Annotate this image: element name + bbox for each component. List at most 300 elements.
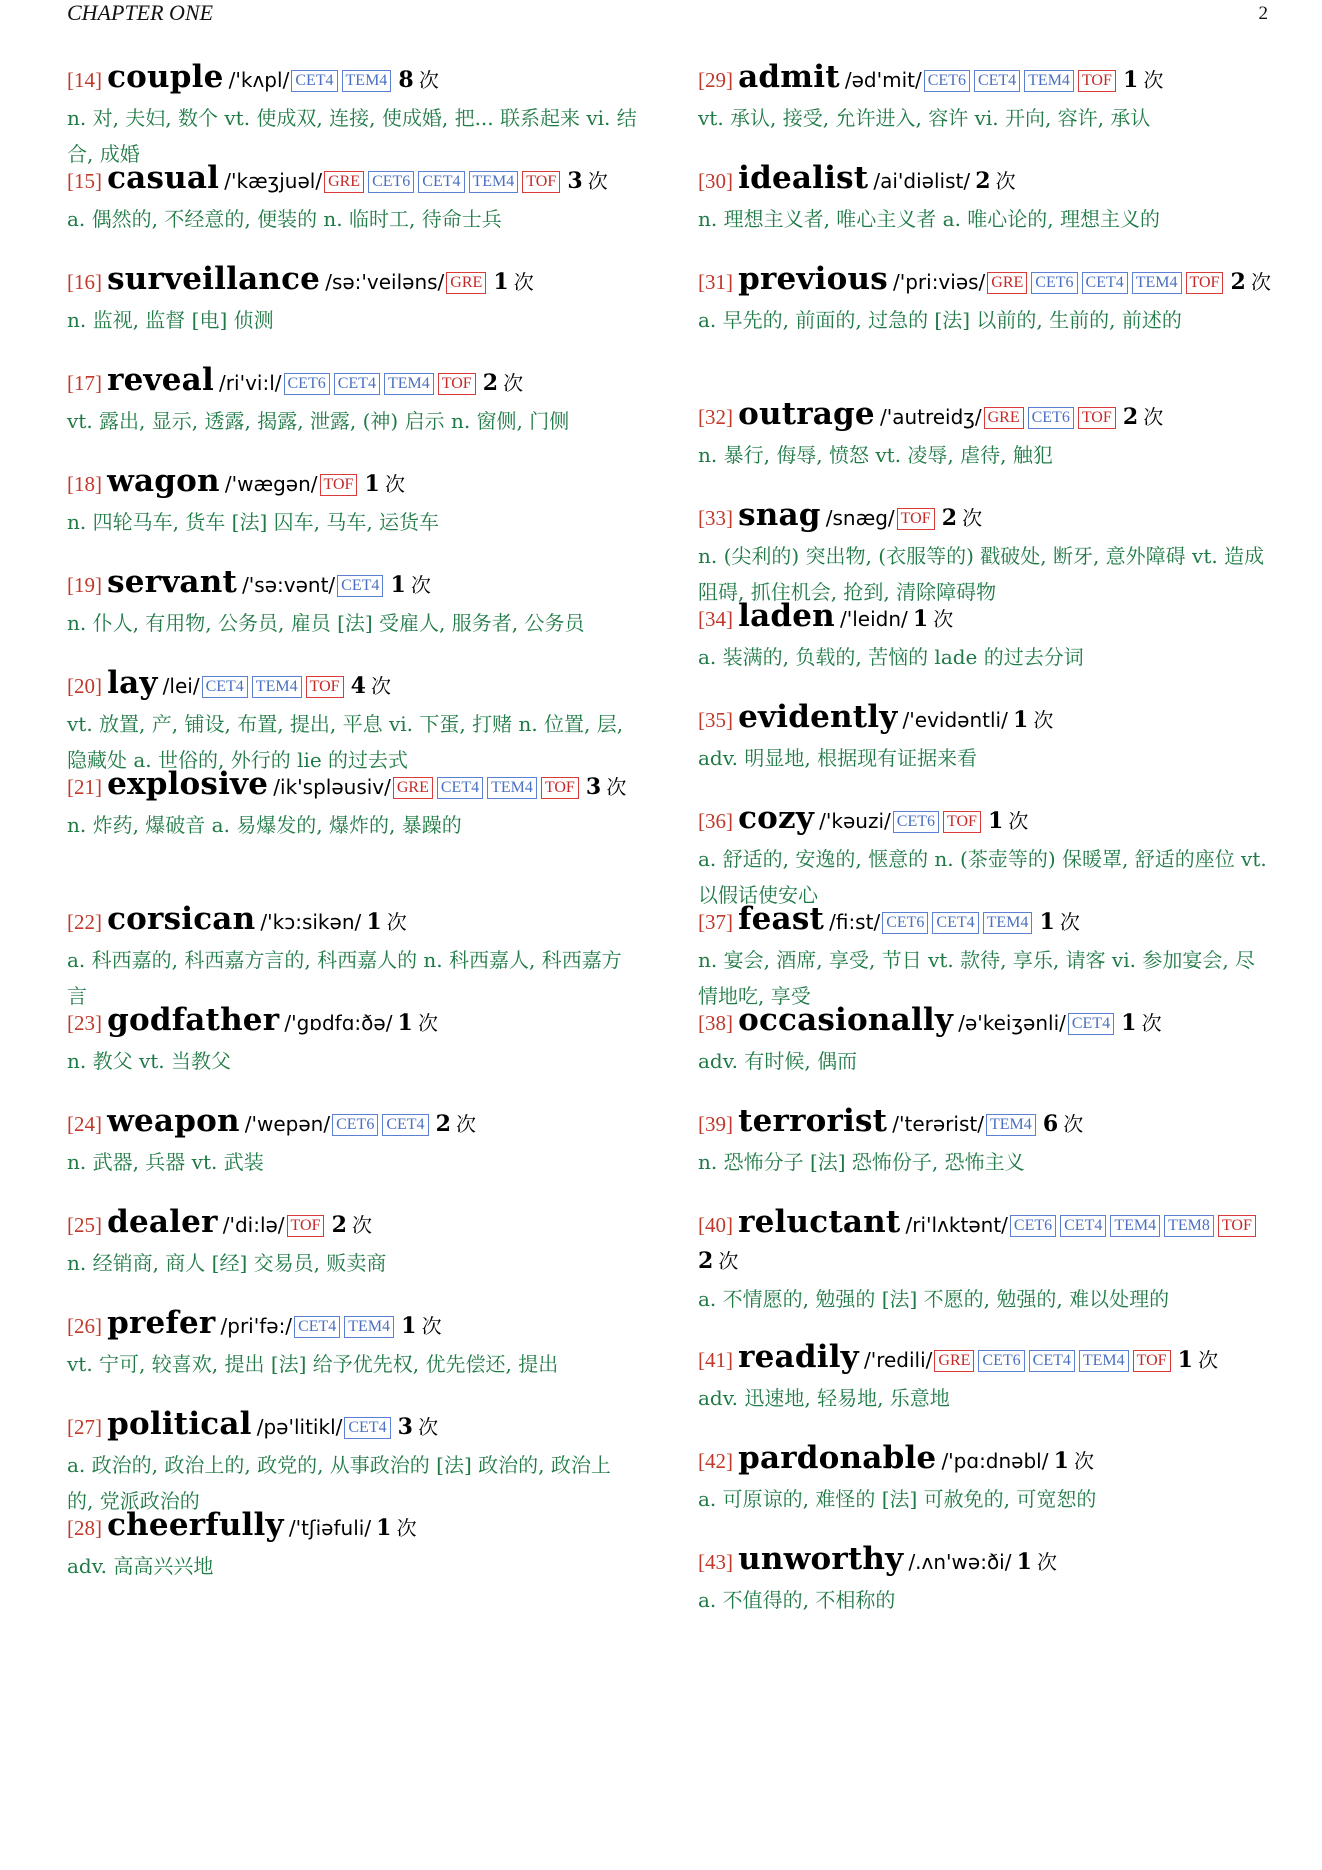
definition: n. 宴会, 酒席, 享受, 节日 vt. 款待, 享乐, 请客 vi. 参加宴会, 尽情地吃, 享受 <box>698 948 1256 1008</box>
exam-tag-badge: TOF <box>1186 272 1224 294</box>
frequency-unit: 次 <box>1250 270 1271 294</box>
exam-tag-badge: CET6 <box>882 912 928 934</box>
frequency-count: 1 <box>364 471 380 497</box>
entry-number: [15] <box>67 169 102 193</box>
entry-number: [41] <box>698 1348 733 1372</box>
entry-number: [37] <box>698 910 733 934</box>
entry-headline <box>698 262 1272 301</box>
frequency-unit: 次 <box>587 169 608 193</box>
entry-number: [18] <box>67 472 102 496</box>
exam-tag-badge: CET4 <box>202 676 248 698</box>
headword: reluctant <box>738 1204 901 1240</box>
word-entry <box>698 397 1272 498</box>
entry-headline <box>67 565 637 604</box>
exam-tag-badge: GRE <box>984 407 1024 429</box>
frequency-count: 3 <box>397 1414 413 1440</box>
word-entry <box>698 161 1272 262</box>
frequency-count: 2 <box>1230 269 1246 295</box>
entry-headline <box>698 1340 1272 1379</box>
word-entry <box>67 161 637 262</box>
phonetic: /'wepən/ <box>244 1112 331 1136</box>
entry-headline <box>67 1407 637 1446</box>
entry-number: [27] <box>67 1415 102 1439</box>
exam-tag-badge: CET4 <box>344 1417 390 1439</box>
phonetic: /'sə:vənt/ <box>242 573 336 597</box>
frequency-count: 8 <box>398 67 414 93</box>
exam-tag-badge: GRE <box>934 1350 974 1372</box>
exam-tag-badge: TOF <box>1078 70 1116 92</box>
entry-number: [21] <box>67 775 102 799</box>
frequency-count: 1 <box>1121 1010 1137 1036</box>
exam-tag-badge: TOF <box>438 373 476 395</box>
word-entry <box>67 1205 637 1306</box>
phonetic: /'kʌpl/ <box>228 68 290 92</box>
exam-tag-badge: CET4 <box>294 1316 340 1338</box>
entry-number: [38] <box>698 1011 733 1035</box>
frequency-count: 3 <box>585 774 602 800</box>
definition: n. 炸药, 爆破音 a. 易爆发的, 爆炸的, 暴躁的 <box>67 813 462 837</box>
entry-number: [39] <box>698 1112 733 1136</box>
entry-number: [29] <box>698 68 733 92</box>
phonetic: /'gɒdfɑ:ðə/ <box>284 1011 393 1035</box>
entry-headline <box>698 1003 1272 1042</box>
frequency-count: 1 <box>912 606 929 632</box>
exam-tag-badge: TOF <box>287 1215 325 1237</box>
word-entry <box>698 497 1272 604</box>
exam-tag-badge: TOF <box>1133 1350 1171 1372</box>
exam-tag-badge: TEM4 <box>1110 1215 1160 1237</box>
definition: a. 舒适的, 安逸的, 惬意的 n. (茶壶等的) 保暖罩, 舒适的座位 vt. 以假话使安心 <box>698 847 1267 907</box>
exam-tag-badge: CET4 <box>291 70 337 92</box>
exam-tag-badge: GRE <box>987 272 1027 294</box>
definition: a. 装满的, 负载的, 苦恼的 lade 的过去分词 <box>698 645 1084 669</box>
exam-tag-badge: CET4 <box>932 912 978 934</box>
frequency-unit: 次 <box>417 1011 438 1035</box>
phonetic: /pə'litikl/ <box>256 1415 343 1439</box>
phonetic: /.ʌn'wə:ði/ <box>908 1550 1012 1574</box>
entry-headline <box>698 801 1272 840</box>
frequency-count: 1 <box>1039 909 1055 935</box>
headword: reveal <box>107 362 214 398</box>
headword: political <box>107 1406 252 1442</box>
word-entry <box>67 565 637 666</box>
phonetic: /əd'mit/ <box>844 68 922 92</box>
frequency-unit: 次 <box>995 169 1016 193</box>
exam-tag-badge: TEM4 <box>1132 272 1182 294</box>
entry-number: [33] <box>698 506 733 530</box>
exam-tag-badge: TEM4 <box>1024 70 1074 92</box>
entry-number: [35] <box>698 708 733 732</box>
definition: n. 监视, 监督 [电] 侦测 <box>67 308 274 332</box>
headword: surveillance <box>107 261 321 297</box>
phonetic: /'wægən/ <box>224 472 318 496</box>
frequency-unit: 次 <box>1141 1011 1162 1035</box>
frequency-count: 2 <box>975 168 991 194</box>
headword: previous <box>738 261 888 297</box>
entry-headline <box>698 1542 1272 1581</box>
entry-headline <box>67 464 637 503</box>
definition: n. (尖利的) 突出物, (衣服等的) 戳破处, 断牙, 意外障碍 vt. 造成阻碍, 抓住机会, 抢到, 清除障碍物 <box>698 544 1265 604</box>
headword: terrorist <box>738 1103 888 1139</box>
frequency-count: 2 <box>941 505 957 531</box>
frequency-unit: 次 <box>1036 1550 1057 1574</box>
definition: a. 科西嘉的, 科西嘉方言的, 科西嘉人的 n. 科西嘉人, 科西嘉方言 <box>67 948 622 1008</box>
entry-headline <box>67 1508 637 1547</box>
definition: a. 偶然的, 不经意的, 便装的 n. 临时工, 待命士兵 <box>67 207 502 231</box>
exam-tag-badge: CET4 <box>418 171 464 193</box>
headword: prefer <box>107 1305 216 1341</box>
entry-number: [40] <box>698 1213 733 1237</box>
frequency-count: 1 <box>390 572 406 598</box>
exam-tag-badge: TEM4 <box>252 676 302 698</box>
word-entry <box>67 464 637 565</box>
headword: snag <box>738 497 821 533</box>
frequency-count: 1 <box>493 269 509 295</box>
exam-tag-badge: TOF <box>522 171 560 193</box>
frequency-count: 1 <box>1122 67 1139 93</box>
phonetic: /'kæʒjuəl/ <box>224 169 323 193</box>
frequency-unit: 次 <box>384 472 405 496</box>
word-entry <box>67 1406 637 1513</box>
frequency-unit: 次 <box>410 573 431 597</box>
entry-headline <box>67 1003 637 1042</box>
frequency-count: 2 <box>482 370 499 396</box>
headword: godfather <box>107 1002 280 1038</box>
entry-headline <box>698 1104 1272 1143</box>
phonetic: /ri'lʌktənt/ <box>905 1213 1008 1237</box>
word-entry <box>698 901 1272 1008</box>
exam-tag-badge: GRE <box>393 777 433 799</box>
headword: dealer <box>107 1204 218 1240</box>
word-entry <box>67 363 637 464</box>
word-entry <box>698 1003 1272 1104</box>
phonetic: /'autreidʒ/ <box>879 405 982 429</box>
definition: n. 四轮马车, 货车 [法] 囚车, 马车, 运货车 <box>67 510 440 534</box>
frequency-count: 2 <box>1122 404 1139 430</box>
frequency-count: 2 <box>331 1212 347 1238</box>
word-entry <box>67 59 637 166</box>
frequency-unit: 次 <box>1143 405 1164 429</box>
definition: n. 武器, 兵器 vt. 武装 <box>67 1150 264 1174</box>
exam-tag-badge: TOF <box>1078 407 1116 429</box>
frequency-unit: 次 <box>386 910 407 934</box>
headword: readily <box>738 1339 859 1375</box>
frequency-unit: 次 <box>1073 1449 1094 1473</box>
entry-number: [32] <box>698 405 733 429</box>
word-entry <box>698 599 1272 700</box>
exam-tag-badge: TEM4 <box>384 373 434 395</box>
frequency-count: 1 <box>988 808 1004 834</box>
entry-number: [22] <box>67 910 102 934</box>
exam-tag-badge: TOF <box>897 508 935 530</box>
definition: adv. 迅速地, 轻易地, 乐意地 <box>698 1386 950 1410</box>
headword: lay <box>107 665 158 701</box>
frequency-unit: 次 <box>962 506 983 530</box>
entry-headline <box>698 902 1272 941</box>
headword: feast <box>738 901 825 937</box>
headword: servant <box>107 564 237 600</box>
headword: cozy <box>738 800 815 836</box>
entry-number: [19] <box>67 573 102 597</box>
frequency-unit: 次 <box>1198 1348 1219 1372</box>
exam-tag-badge: CET4 <box>337 575 383 597</box>
frequency-count: 3 <box>567 168 583 194</box>
entry-headline <box>67 363 637 402</box>
definition: a. 早先的, 前面的, 过急的 [法] 以前的, 生前的, 前述的 <box>698 308 1182 332</box>
word-entry <box>67 901 637 1008</box>
word-entry <box>67 1104 637 1205</box>
entry-number: [24] <box>67 1112 102 1136</box>
headword: casual <box>107 160 220 196</box>
frequency-unit: 次 <box>1008 809 1029 833</box>
frequency-unit: 次 <box>456 1112 477 1136</box>
word-entry <box>698 800 1272 907</box>
word-entry <box>698 1441 1272 1542</box>
entry-headline <box>698 700 1272 739</box>
phonetic: /'kɔ:sikən/ <box>260 910 362 934</box>
phonetic: /ai'diəlist/ <box>873 169 971 193</box>
definition: adv. 高高兴兴地 <box>67 1554 214 1578</box>
word-entry <box>698 1340 1272 1441</box>
definition: adv. 有时候, 偶而 <box>698 1049 858 1073</box>
word-entry <box>698 60 1272 161</box>
frequency-count: 1 <box>1053 1448 1069 1474</box>
frequency-count: 2 <box>435 1111 451 1137</box>
headword: couple <box>107 59 224 95</box>
exam-tag-badge: CET4 <box>1029 1350 1075 1372</box>
word-entry <box>698 1542 1272 1643</box>
exam-tag-badge: CET6 <box>368 171 414 193</box>
chapter-title: CHAPTER ONE <box>67 0 214 25</box>
definition: a. 政治的, 政治上的, 政党的, 从事政治的 [法] 政治的, 政治上的, 党派政治的 <box>67 1453 611 1513</box>
exam-tag-badge: TEM4 <box>344 1316 394 1338</box>
entry-headline <box>698 498 1272 537</box>
exam-tag-badge: CET4 <box>334 373 380 395</box>
exam-tag-badge: TOF <box>943 811 981 833</box>
frequency-unit: 次 <box>421 1314 442 1338</box>
word-entry <box>67 665 637 772</box>
entry-headline <box>67 1104 637 1143</box>
headword: occasionally <box>738 1002 954 1038</box>
phonetic: /ri'vi:l/ <box>219 371 282 395</box>
exam-tag-badge: CET6 <box>284 373 330 395</box>
frequency-unit: 次 <box>371 674 392 698</box>
exam-tag-badge: CET6 <box>924 70 970 92</box>
definition: n. 恐怖分子 [法] 恐怖份子, 恐怖主义 <box>698 1150 1025 1174</box>
entry-number: [20] <box>67 674 102 698</box>
frequency-count: 6 <box>1042 1111 1059 1137</box>
left-column <box>67 60 637 1609</box>
frequency-unit: 次 <box>351 1213 372 1237</box>
definition: n. 经销商, 商人 [经] 交易员, 贩卖商 <box>67 1251 387 1275</box>
entry-number: [43] <box>698 1550 733 1574</box>
frequency-count: 2 <box>698 1248 714 1274</box>
frequency-unit: 次 <box>418 1415 439 1439</box>
exam-tag-badge: TEM4 <box>1079 1350 1129 1372</box>
definition: n. 理想主义者, 唯心主义者 a. 唯心论的, 理想主义的 <box>698 207 1161 231</box>
exam-tag-badge: CET6 <box>1028 407 1074 429</box>
exam-tag-badge: TOF <box>541 777 579 799</box>
exam-tag-badge: GRE <box>446 272 486 294</box>
frequency-unit: 次 <box>513 270 534 294</box>
word-entry <box>698 700 1272 801</box>
frequency-unit: 次 <box>418 68 439 92</box>
exam-tag-badge: CET6 <box>1010 1215 1056 1237</box>
headword: unworthy <box>738 1541 904 1577</box>
entry-number: [17] <box>67 371 102 395</box>
entry-headline <box>698 60 1272 99</box>
frequency-unit: 次 <box>1059 910 1080 934</box>
phonetic: /'di:lə/ <box>222 1213 285 1237</box>
frequency-count: 4 <box>350 673 366 699</box>
headword: evidently <box>738 699 898 735</box>
frequency-count: 1 <box>1016 1549 1032 1575</box>
exam-tag-badge: TEM4 <box>487 777 537 799</box>
exam-tag-badge: TEM4 <box>342 70 392 92</box>
entry-headline <box>67 666 637 705</box>
phonetic: /'redili/ <box>863 1348 933 1372</box>
phonetic: /'pri:viəs/ <box>892 270 986 294</box>
exam-tag-badge: TEM4 <box>983 912 1033 934</box>
page-header <box>67 0 1268 30</box>
entry-headline <box>67 262 637 301</box>
definition: n. 教父 vt. 当教父 <box>67 1049 232 1073</box>
entry-headline <box>67 767 637 806</box>
frequency-count: 1 <box>397 1010 413 1036</box>
entry-number: [31] <box>698 270 733 294</box>
exam-tag-badge: TEM4 <box>469 171 519 193</box>
entry-headline <box>698 1441 1272 1480</box>
word-entry <box>67 767 637 902</box>
right-column <box>698 60 1272 1643</box>
entry-number: [16] <box>67 270 102 294</box>
exam-tag-badge: CET4 <box>1068 1013 1114 1035</box>
definition: vt. 露出, 显示, 透露, 揭露, 泄露, (神) 启示 n. 窗侧, 门侧 <box>67 409 570 433</box>
frequency-count: 1 <box>401 1313 417 1339</box>
entry-number: [30] <box>698 169 733 193</box>
word-entry <box>67 262 637 363</box>
entry-headline <box>698 397 1272 436</box>
frequency-count: 1 <box>1177 1347 1193 1373</box>
entry-headline <box>67 161 637 200</box>
exam-tag-badge: TOF <box>306 676 344 698</box>
definition: n. 仆人, 有用物, 公务员, 雇员 [法] 受雇人, 服务者, 公务员 <box>67 611 585 635</box>
entry-number: [23] <box>67 1011 102 1035</box>
frequency-count: 1 <box>376 1515 392 1541</box>
word-entry <box>698 262 1272 397</box>
exam-tag-badge: TOF <box>1218 1215 1256 1237</box>
headword: weapon <box>107 1103 240 1139</box>
page-number: 2 <box>1258 3 1268 24</box>
exam-tag-badge: CET6 <box>1031 272 1077 294</box>
phonetic: /pri'fə:/ <box>220 1314 293 1338</box>
definition: a. 不值得的, 不相称的 <box>698 1588 896 1612</box>
headword: cheerfully <box>107 1507 284 1543</box>
frequency-unit: 次 <box>933 607 954 631</box>
headword: laden <box>738 598 835 634</box>
headword: corsican <box>107 901 256 937</box>
entry-headline <box>67 1205 637 1244</box>
definition: vt. 承认, 接受, 允许进入, 容许 vi. 开向, 容许, 承认 <box>698 106 1151 130</box>
definition: vt. 宁可, 较喜欢, 提出 [法] 给予优先权, 优先偿还, 提出 <box>67 1352 559 1376</box>
entry-headline <box>67 1306 637 1345</box>
frequency-unit: 次 <box>503 371 524 395</box>
definition: n. 对, 夫妇, 数个 vt. 使成双, 连接, 使成婚, 把... 联系起来 vi. 结合, 成婚 <box>67 106 637 166</box>
phonetic: /'leidn/ <box>840 607 908 631</box>
frequency-unit: 次 <box>1033 708 1054 732</box>
phonetic: /sə:'veiləns/ <box>325 270 445 294</box>
phonetic: /'pɑ:dnəbl/ <box>941 1449 1049 1473</box>
exam-tag-badge: CET6 <box>332 1114 378 1136</box>
word-entry <box>67 1003 637 1104</box>
exam-tag-badge: CET4 <box>974 70 1020 92</box>
exam-tag-badge: CET4 <box>382 1114 428 1136</box>
headword: pardonable <box>738 1440 937 1476</box>
word-entry <box>698 1205 1272 1340</box>
frequency-unit: 次 <box>1063 1112 1084 1136</box>
definition: a. 可原谅的, 难怪的 [法] 可赦免的, 可宽恕的 <box>698 1487 1097 1511</box>
exam-tag-badge: CET4 <box>437 777 483 799</box>
frequency-unit: 次 <box>718 1249 739 1273</box>
exam-tag-badge: CET4 <box>1082 272 1128 294</box>
entry-number: [42] <box>698 1449 733 1473</box>
entry-number: [34] <box>698 607 733 631</box>
frequency-count: 1 <box>1012 707 1029 733</box>
word-entry <box>67 1306 637 1407</box>
phonetic: /'evidəntli/ <box>902 708 1008 732</box>
phonetic: /snæg/ <box>825 506 895 530</box>
entry-number: [14] <box>67 68 102 92</box>
definition: n. 暴行, 侮辱, 愤怒 vt. 凌辱, 虐待, 触犯 <box>698 443 1053 467</box>
word-entry <box>698 1104 1272 1205</box>
frequency-unit: 次 <box>606 775 627 799</box>
phonetic: /ə'keiʒənli/ <box>958 1011 1066 1035</box>
headword: explosive <box>107 766 269 802</box>
phonetic: /'kəuzi/ <box>819 809 891 833</box>
entry-headline <box>67 60 637 99</box>
frequency-count: 1 <box>366 909 382 935</box>
entry-number: [25] <box>67 1213 102 1237</box>
phonetic: /lei/ <box>162 674 200 698</box>
definition: a. 不情愿的, 勉强的 [法] 不愿的, 勉强的, 难以处理的 <box>698 1287 1170 1311</box>
headword: idealist <box>738 160 869 196</box>
phonetic: /'tʃiəfuli/ <box>288 1516 372 1540</box>
headword: admit <box>738 59 840 95</box>
phonetic: /fi:st/ <box>829 910 881 934</box>
exam-tag-badge: TEM4 <box>986 1114 1036 1136</box>
exam-tag-badge: GRE <box>324 171 364 193</box>
frequency-unit: 次 <box>396 1516 417 1540</box>
word-entry <box>67 1508 637 1609</box>
exam-tag-badge: CET6 <box>893 811 939 833</box>
definition: vt. 放置, 产, 铺设, 布置, 提出, 平息 vi. 下蛋, 打赌 n. 位置, 层, 隐藏处 a. 世俗的, 外行的 lie 的过去式 <box>67 712 624 772</box>
entry-number: [28] <box>67 1516 102 1540</box>
frequency-unit: 次 <box>1143 68 1164 92</box>
exam-tag-badge: CET6 <box>978 1350 1024 1372</box>
entry-headline <box>67 902 637 941</box>
entry-headline <box>698 161 1272 200</box>
headword: outrage <box>738 396 875 432</box>
entry-number: [26] <box>67 1314 102 1338</box>
exam-tag-badge: CET4 <box>1060 1215 1106 1237</box>
phonetic: /'terərist/ <box>892 1112 984 1136</box>
entry-number: [36] <box>698 809 733 833</box>
headword: wagon <box>107 463 220 499</box>
definition: adv. 明显地, 根据现有证据来看 <box>698 746 978 770</box>
phonetic: /ik'spləusiv/ <box>273 775 391 799</box>
entry-headline <box>698 1205 1272 1280</box>
exam-tag-badge: TEM8 <box>1164 1215 1214 1237</box>
